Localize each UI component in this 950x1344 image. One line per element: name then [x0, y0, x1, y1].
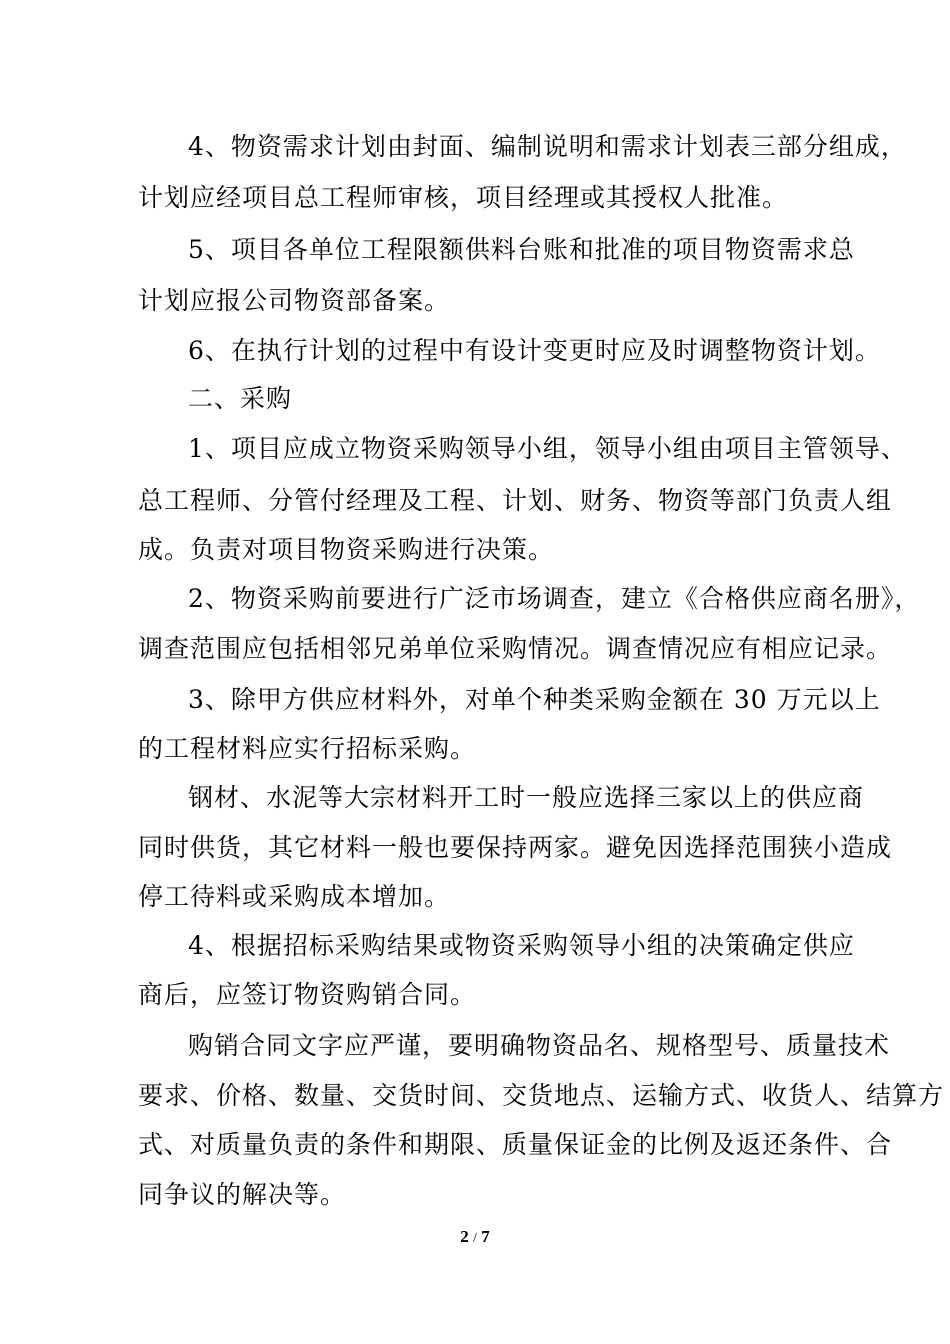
paragraph-line: 同时供货，其它材料一般也要保持两家。避免因选择范围狭小造成 [138, 833, 893, 862]
paragraph-line: 2、物资采购前要进行广泛市场调查，建立《合格供应商名册》， [188, 584, 921, 613]
paragraph-line: 4、根据招标采购结果或物资采购领导小组的决策确定供应 [188, 931, 855, 960]
total-pages-number: 7 [481, 1227, 490, 1246]
paragraph-line: 计划应报公司物资部备案。 [138, 286, 451, 315]
paragraph-line: 3、除甲方供应材料外，对单个种类采购金额在 30 万元以上 [188, 685, 881, 714]
paragraph-line: 商后，应签订物资购销合同。 [138, 980, 477, 1009]
paragraph-line: 6、在执行计划的过程中有设计变更时应及时调整物资计划。 [188, 336, 881, 365]
paragraph-line: 的工程材料应实行招标采购。 [138, 734, 477, 763]
page-separator: / [473, 1231, 477, 1246]
paragraph-line: 停工待料或采购成本增加。 [138, 882, 451, 911]
current-page-number: 2 [460, 1227, 469, 1246]
paragraph-line: 4、物资需求计划由封面、编制说明和需求计划表三部分组成， [188, 132, 907, 161]
paragraph-line: 购销合同文字应严谨，要明确物资品名、规格型号、质量技术 [188, 1031, 891, 1060]
paragraph-line: 钢材、水泥等大宗材料开工时一般应选择三家以上的供应商 [188, 783, 865, 812]
paragraph-line: 式、对质量负责的条件和期限、质量保证金的比例及返还条件、合 [138, 1130, 893, 1159]
paragraph-line: 1、项目应成立物资采购领导小组，领导小组由项目主管领导、 [188, 434, 907, 463]
paragraph-line: 计划应经项目总工程师审核，项目经理或其授权人批准。 [138, 183, 789, 212]
paragraph-line: 5、项目各单位工程限额供料台账和批准的项目物资需求总 [188, 235, 855, 264]
paragraph-line: 总工程师、分管付经理及工程、计划、财务、物资等部门负责人组 [138, 486, 893, 515]
page-number [0, 1227, 950, 1247]
section-heading: 二、采购 [188, 384, 293, 413]
paragraph-line: 要求、价格、数量、交货时间、交货地点、运输方式、收货人、结算方 [138, 1081, 945, 1110]
paragraph-line: 同争议的解决等。 [138, 1180, 347, 1209]
paragraph-line: 调查范围应包括相邻兄弟单位采购情况。调查情况应有相应记录。 [138, 634, 893, 663]
paragraph-line: 成。负责对项目物资采购进行决策。 [138, 535, 555, 564]
